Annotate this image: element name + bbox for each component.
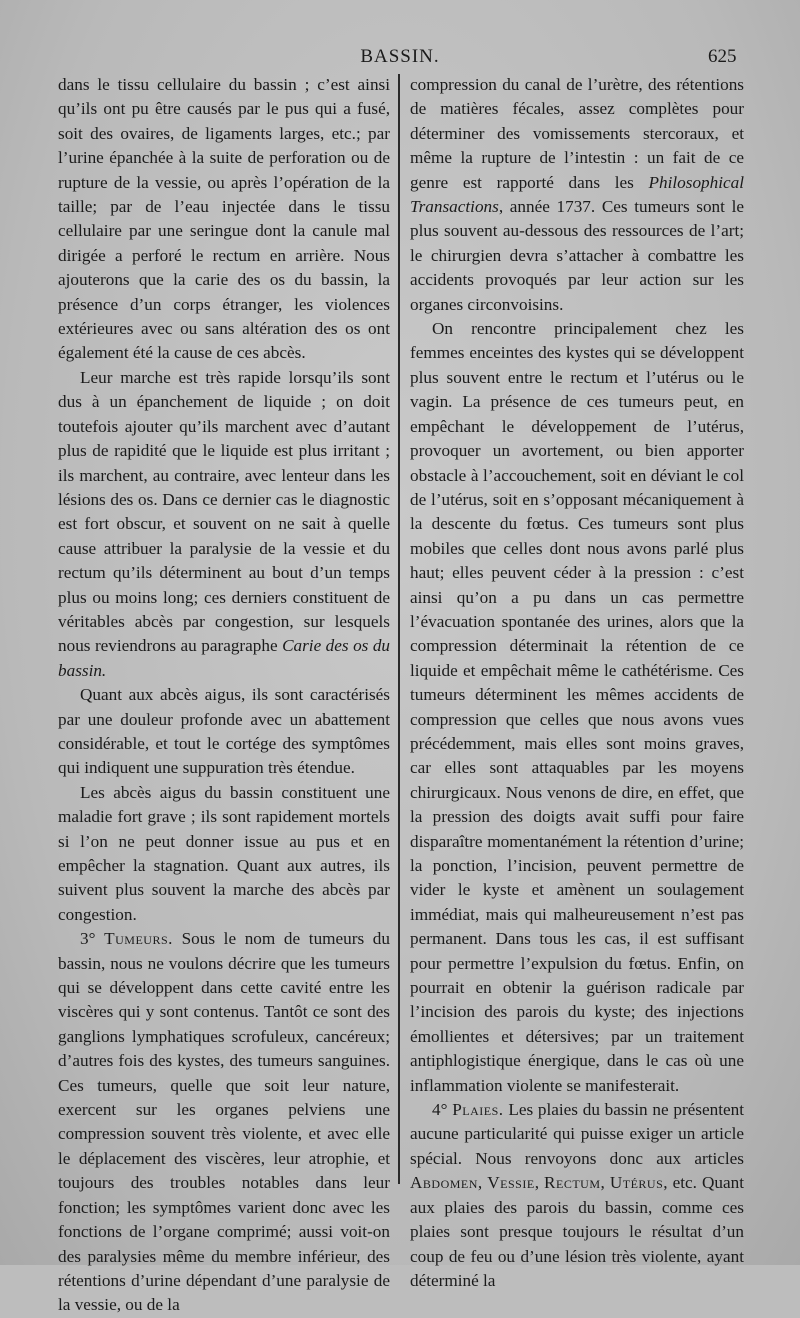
paragraph-text: , année 1737. Ces tumeurs sont le plus souvent au-dessous des ressources de l’art; le chirurgien devra s’attacher à combattre les accidents provoqués par leur action sur les organes circonvoisins. xyxy=(410,197,744,314)
left-column xyxy=(58,73,390,1318)
section-number: 3° xyxy=(80,929,105,949)
separator: , xyxy=(600,1173,610,1193)
paragraph xyxy=(410,1098,744,1293)
cross-reference: Rectum xyxy=(544,1173,601,1193)
cross-reference: Abdomen xyxy=(410,1173,478,1193)
running-title: BASSIN. xyxy=(360,46,440,67)
paragraph xyxy=(410,73,744,317)
right-column xyxy=(410,73,744,1293)
paragraph xyxy=(58,927,390,1318)
paragraph-text: Leur marche est très rapide lorsqu’ils sont dus à un épanchement de liquide ; on doit toutefois ajouter qu’ils marchent avec d’autant plus de rapidité que le liquide est plus irritant ; ils marchent, au contraire, avec lenteur dans les lésions des os. Dans ce dernier cas le diagnostic est fort obscur, et souvent on ne sait à quelle cause attribuer la paralysie de la vessie et du rectum qu’ils déterminent au bout d’un temps plus ou moins long; ces derniers constituent de véritables abcès par congestion, sur lesquels nous reviendrons au paragraphe xyxy=(58,367,390,656)
cross-reference: Vessie xyxy=(487,1173,535,1193)
paragraph-text: , etc. Quant aux plaies des parois du bassin, comme ces plaies sont presque toujours le résultat d’un coup de feu ou d’une lésion très violente, ayant déterminé la xyxy=(410,1173,744,1290)
cross-reference: Carie des os du bassin. xyxy=(58,636,391,680)
separator: , xyxy=(477,1173,488,1193)
section-heading: Plaies. xyxy=(452,1100,504,1120)
paragraph: Quant aux abcès aigus, ils sont caractérisés par une douleur profonde avec un abattement considérable, et tout le cortége des symptômes qui indiquent une suppuration très étendue. xyxy=(58,685,390,778)
citation-title: Philosophical Transactions xyxy=(410,172,744,217)
cross-reference: Utérus xyxy=(609,1173,664,1193)
paragraph: dans le tissu cellulaire du bassin ; c’est ainsi qu’ils ont pu être causés par le pus qui a fusé, soit des ovaires, de ligaments larges, etc.; par l’urine épanchée à la suite de perforation ou de rupture de la vessie, ou après l’opération de la taille; par de l’eau injectée dans le tissu cellulaire par une seringue dont la canule mal dirigée a perforé le rectum en arrière. Nous ajouterons que la carie des os du bassin, la présence d’un corps étranger, les violences extérieures avec ou sans altération des os ont également été la cause de ces abcès. xyxy=(58,75,390,363)
paragraph-text: compression du canal de l’urètre, des rétentions de matières fécales, assez complètes pour déterminer des vomissements stercoraux, et même la rupture de l’intestin : un fait de ce genre est rapporté dans les xyxy=(410,75,744,192)
paragraph-text: Les plaies du bassin ne présentent aucune particularité qui puisse exiger un article spécial. Nous renvoyons donc aux articles xyxy=(410,1100,744,1168)
column-divider xyxy=(398,74,400,1184)
section-number: 4° xyxy=(432,1100,453,1120)
paragraph xyxy=(58,366,390,683)
paragraph: Les abcès aigus du bassin constituent une maladie fort grave ; ils sont rapidement mortels si l’on ne peut donner issue au pus et en empêcher la stagnation. Quant aux autres, ils suivent plus souvent la marche des abcès par congestion. xyxy=(58,782,390,924)
page-number: 625 xyxy=(708,46,737,67)
paragraph-text: Sous le nom de tumeurs du bassin, nous ne voulons décrire que les tumeurs qui se développent dans cette cavité entre les viscères qui y sont contenus. Tantôt ce sont des ganglions lymphatiques scrofuleux, cancéreux; d’autres fois des kystes, des tumeurs sanguines. Ces tumeurs, quelle que soit leur nature, exercent sur les organes pelviens une compression souvent très violente, et avec elle le déplacement des viscères, leur atrophie, et toujours des troubles notables dans leur fonction; les symptômes varient donc avec les fonctions de l’organe comprimé; aussi voit-on des paralysies même du membre inférieur, des rétentions d’urine dépendant d’une paralysie de la vessie, ou de la xyxy=(58,929,390,1315)
paragraph: On rencontre principalement chez les femmes enceintes des kystes qui se développent plus souvent entre le rectum et l’utérus ou le vagin. La présence de ces tumeurs peut, en empêchant le développement de l’utérus, provoquer un avortement, ou bien apporter obstacle à l’accouchement, soit en déviant le col de l’utérus, soit en s’opposant mécaniquement à la descente du fœtus. Ces tumeurs sont plus mobiles que celles dont nous avons parlé plus haut; elles peuvent céder à la pression : c’est ainsi qu’on a pu dans un cas permettre l’évacuation spontanée des urines, alors que la compression déterminait la rétention de ce liquide et empêchait même le cathétérisme. Ces tumeurs déterminent les mêmes accidents de compression que celles que nous avons vues précédemment, mais elles sont moins graves, car elles sont attaquables par les moyens chirurgicaux. Nous venons de dire, en effet, que la pression des doigts avait suffi pour faire disparaître momentanément la rétention d’urine; la ponction, l’incision, peuvent permettre de vider le kyste et amènent un soulagement immédiat, mais qui malheureusement n’est pas permanent. Dans tous les cas, il est suffisant pour permettre l’expulsion du fœtus. Enfin, on pourrait en obtenir la guérison radicale par l’incision des parois du kyste; des injections émollientes et détersives; par un traitement antiphlogistique énergique, dans le cas où une inflammation violente se manifesterait. xyxy=(410,319,744,1095)
separator: , xyxy=(534,1173,545,1193)
section-heading: Tumeurs. xyxy=(104,929,173,949)
